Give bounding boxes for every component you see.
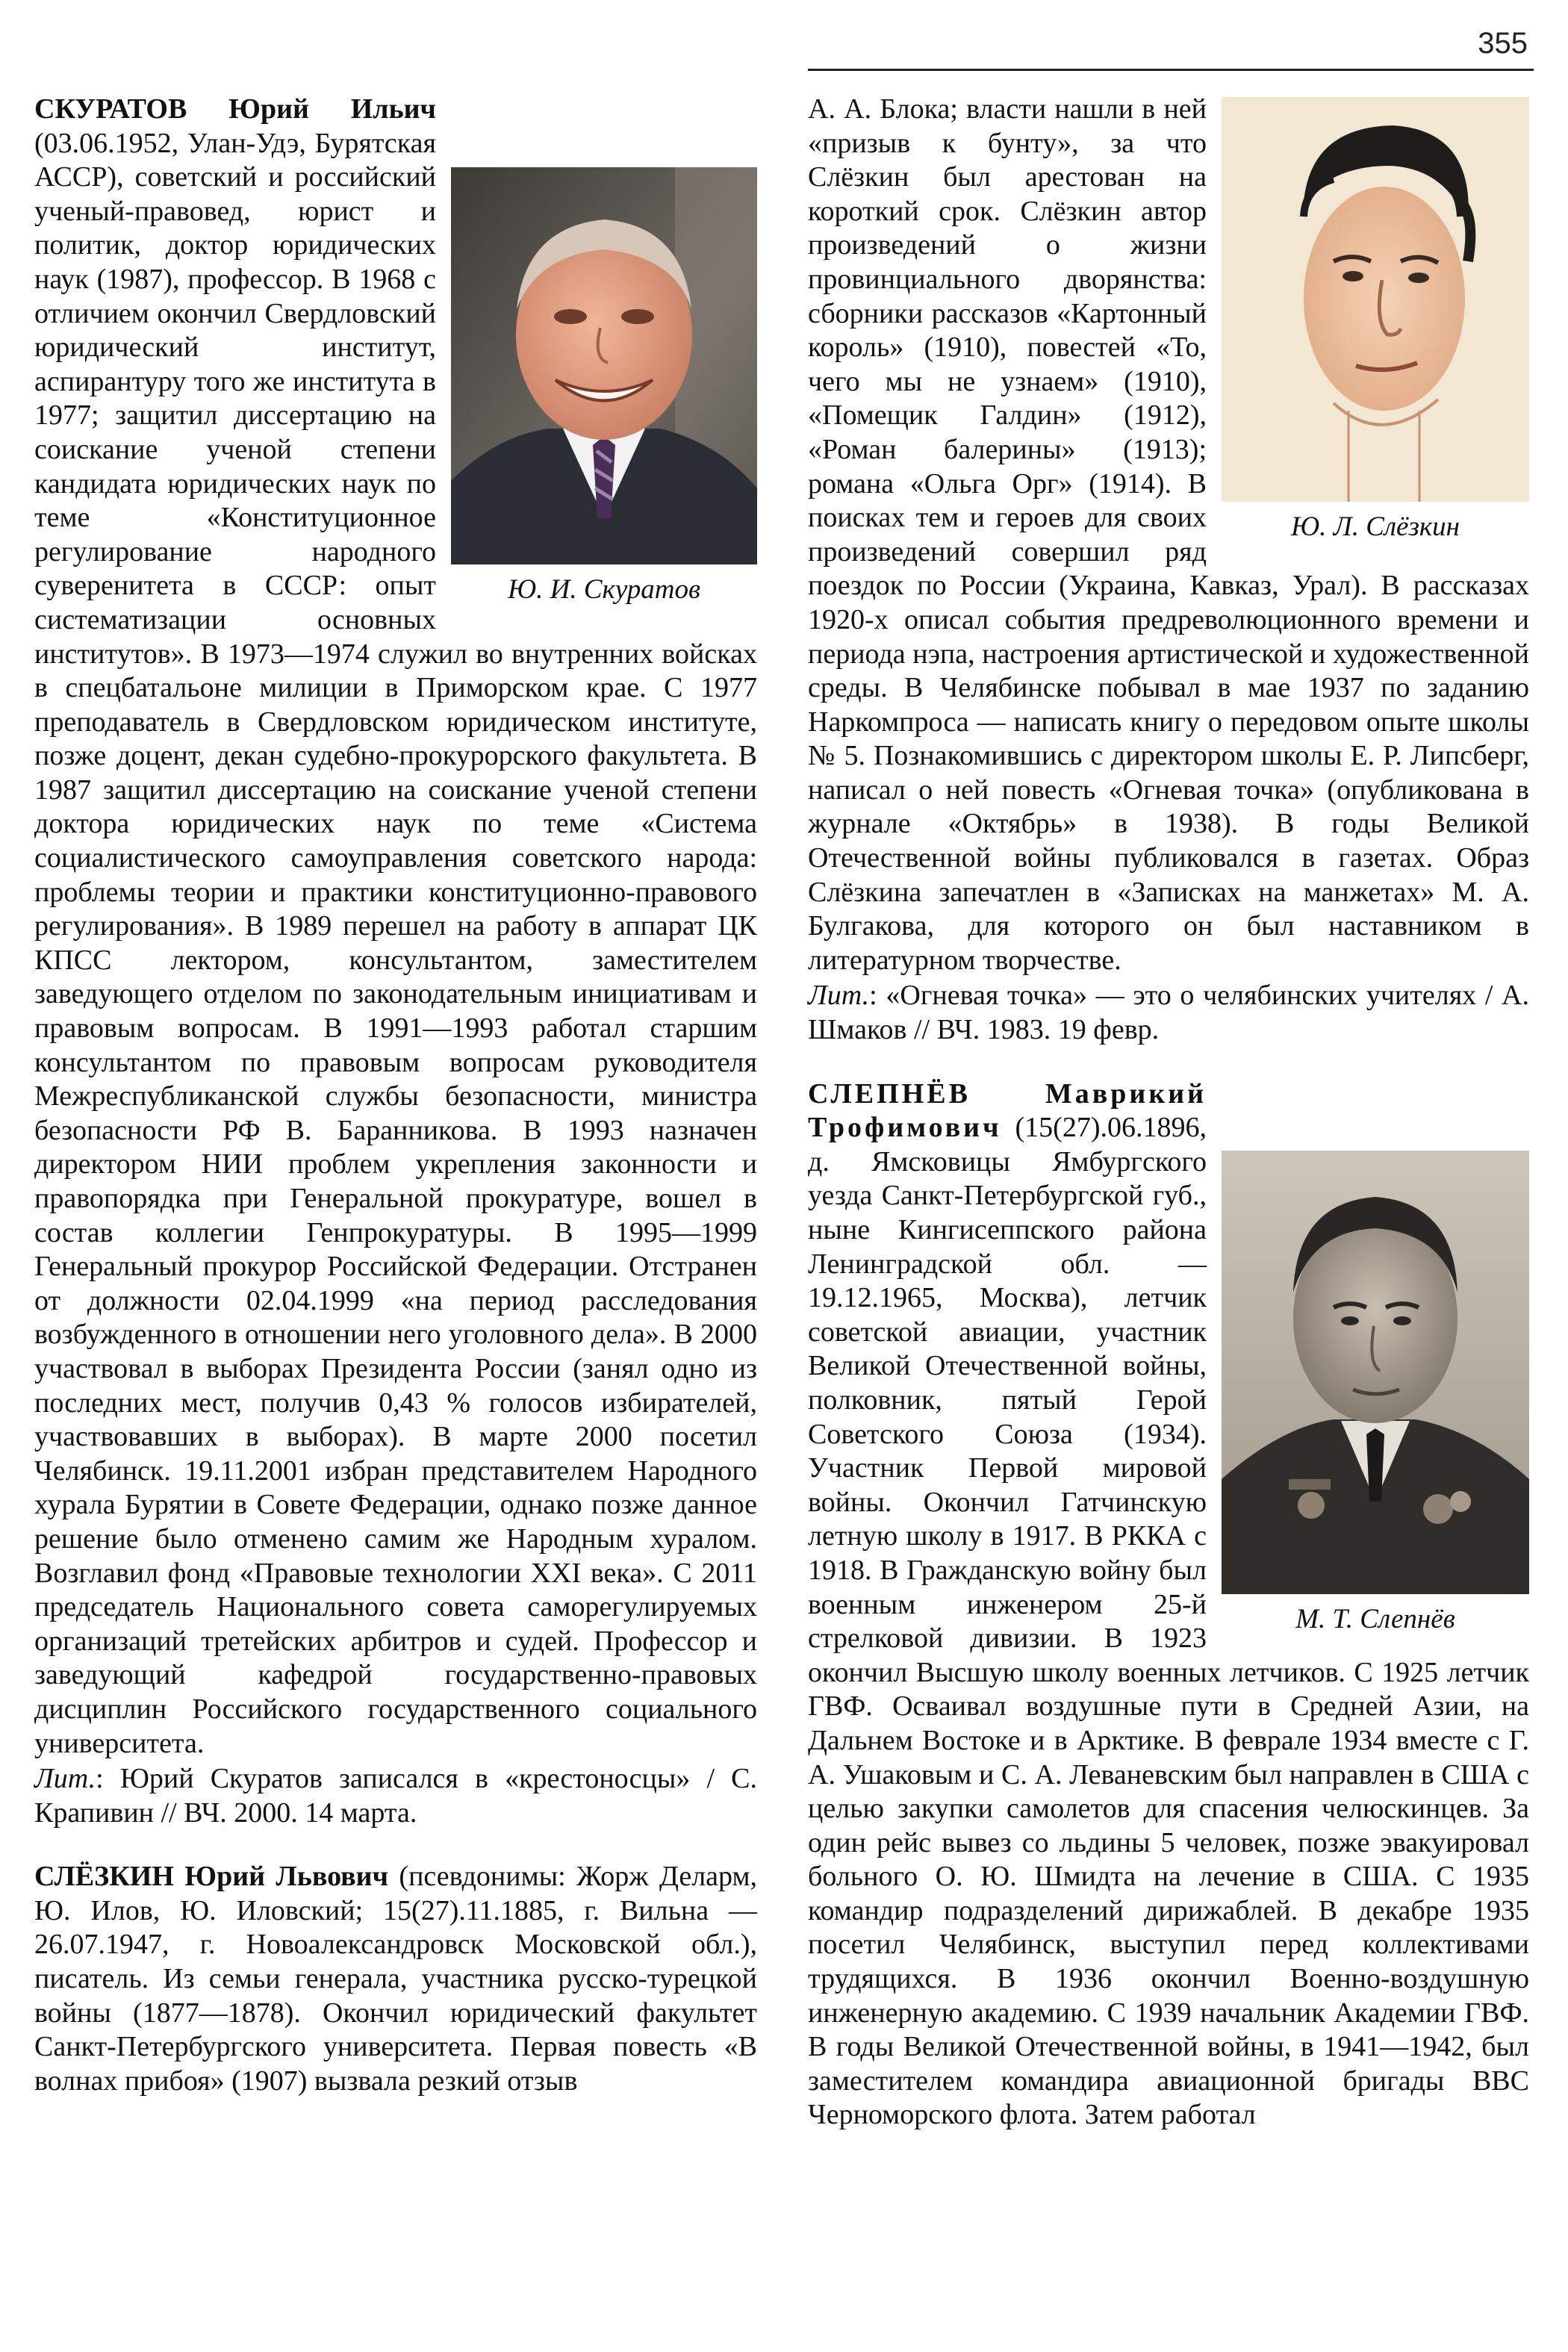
caption-slezkin: Ю. Л. Слёзкин <box>1290 511 1460 542</box>
figure-slepnev <box>1222 1151 1529 1636</box>
portrait-slepnev-photo <box>1222 1151 1529 1594</box>
body-skuratov: (03.06.1952, Улан-Удэ, Бурятская АССР), советский и российский ученый-правовед, юрист и политик, доктор юридических наук (1987), профессор. В 1968 с отличием окончил Свердловский юридический институт, аспирантуру того же института в 1977; защитил диссертацию на соискание ученой степени кандидата юридических наук по теме «Конституционное регулирование народного суверенитета в СССР: опыт систематизации основных институтов». В 1973—1974 служил во внутренних войсках в спецбатальоне милиции в Приморском крае. С 1977 преподаватель в Свердловском юридическом институте, позже доцент, декан судебно-прокурорского факультета. В 1987 защитил диссертацию на соискание ученой степени доктора юридических наук по теме «Система социалистического самоуправления советского народа: проблемы теории и практики конституционно-правового регулирования». В 1989 перешел на работу в аппарат ЦК КПСС лектором, консультантом, заместителем заведующего отделом по законодательным инициативам и правовым вопросам. В 1991—1993 работал старшим консультантом по правовым вопросам руководителя Межреспубликанской службы безопасности, министра безопасности РФ В. Баранникова. В 1993 назначен директором НИИ проблем укрепления законности и правопорядка при Генеральной прокуратуре, вошел в состав коллегии Генпрокуратуры. В 1995—1999 Генеральный прокурор Российской Федерации. Отстранен от должности 02.04.1999 «на период расследования возбужденного в отношении него уголовного дела». В 2000 участвовал в выборах Президента России (занял одно из последних мест, получив 0,43 % голосов избирателей, участвовавших в выборах). В марте 2000 посетил Челябинск. 19.11.2001 избран представителем Народного хурала Бурятии в Совете Федерации, однако позже данное решение было отменено самим же Народным хуралом. Возглавил фонд «Правовые технологии XXI века». С 2011 председатель Национального совета саморегулируемых организаций третейских арбитров и судей. Профессор и заведующий кафедрой государственно-правовых дисциплин Российского государственного социального университета. <box>34 127 757 1759</box>
entry-skuratov <box>34 93 757 1830</box>
body-slezkin-part1: (псевдонимы: Жорж Деларм, Ю. Илов, Ю. Иловский; 15(27).11.1885, г. Вильна — 26.07.1947, г. Новоалександровск Московской обл.), писатель. Из семьи генерала, участника русско-турецкой войны (1877—1878). Окончил юридический факультет Санкт-Петербургского университета. Первая повесть «В волнах прибоя» (1907) вызвала резкий отзыв <box>34 1861 757 2097</box>
caption-skuratov: Ю. И. Скуратов <box>507 574 701 605</box>
right-column <box>808 93 1529 2162</box>
lit-text-skuratov: : Юрий Скуратов записался в «крестоносцы» / С. Крапивин // ВЧ. 2000. 14 марта. <box>34 1763 757 1829</box>
caption-slepnev: М. Т. Слепнёв <box>1295 1603 1455 1634</box>
lit-label-skuratov: Лит. <box>34 1763 96 1795</box>
headword-skuratov: СКУРАТОВ Юрий Ильич <box>34 93 436 125</box>
page-number: 355 <box>1478 27 1528 60</box>
header-rule <box>808 69 1534 71</box>
portrait-slezkin-drawing <box>1222 97 1529 502</box>
body-slepnev: (15(27).06.1896, д. Ямсковицы Ямбургского уезда Санкт-Петербургской губ., ныне Кингисеппского района Ленинградской обл. — 19.12.1965, Москва), летчик советской авиации, участник Великой Отечественной войны, полковник, пятый Герой Советского Союза (1934). Участник Первой мировой войны. Окончил Гатчинскую летную школу в 1917. В РККА с 1918. В Гражданскую войну был военным инженером 25-й стрелковой дивизии. В 1923 окончил Высшую школу военных летчиков. С 1925 летчик ГВФ. Осваивал воздушные пути в Средней Азии, на Дальнем Востоке и в Арктике. В феврале 1934 вместе с Г. А. Ушаковым и С. А. Леваневским был направлен в США с целью закупки самолетов для спасения челюскинцев. За один рейс вывез со льдины 5 человек, позже эвакуировал больного О. Ю. Шмидта на лечение в США. С 1935 командир подразделений дирижаблей. В декабре 1935 посетил Челябинск, выступил перед коллективами трудящихся. В 1936 окончил Военно-воздушную инженерную академию. С 1939 начальник Академии ГВФ. В годы Великой Отечественной войны, в 1941—1942, был заместителем командира авиационной бригады ВВС Черноморского флота. Затем работал <box>808 1112 1529 2131</box>
figure-skuratov <box>451 167 757 606</box>
entry-slepnev <box>808 1077 1529 2132</box>
lit-text-slezkin: : «Огневая точка» — это о челябинских учителях / А. Шмаков // ВЧ. 1983. 19 февр. <box>808 980 1529 1046</box>
headword-slezkin: СЛЁЗКИН Юрий Львович <box>34 1861 388 1893</box>
portrait-skuratov-photo <box>451 167 757 564</box>
lit-label-slezkin: Лит. <box>808 980 870 1012</box>
entry-slezkin-start <box>34 1860 757 2098</box>
entry-slezkin-continued <box>808 93 1529 1048</box>
body-slezkin-part2: А. А. Блока; власти нашли в ней «призыв к бунту», за что Слёзкин был арестован на короткий срок. Слёзкин автор произведений о жизни провинциального дворянства: сборники рассказов «Картонный король» (1910), повестей «То, чего мы не узнаем» (1910), «Помещик Галдин» (1912), «Роман балерины» (1913); романа «Ольга Орг» (1914). В поисках тем и героев для своих произведений совершил ряд поездок по России (Украина, Кавказ, Урал). В рассказах 1920-х описал события предреволюционного времени и периода нэпа, настроения артистической и художественной среды. В Челябинске побывал в мае 1937 по заданию Наркомпроса — написать книгу о передовом опыте школы № 5. Познакомившись с директором школы Е. Р. Липсберг, написал о ней повесть «Огневая точка» (опубликована в журнале «Октябрь» в 1938). В годы Великой Отечественной войны публиковался в газетах. Образ Слёзкина запечатлен в «Записках на манжетах» М. А. Булгакова, для которого он был наставником в литературном творчестве. <box>808 93 1529 976</box>
left-column <box>34 93 757 2128</box>
figure-slezkin <box>1222 97 1529 544</box>
headword-slepnev: СЛЕПНЁВ Маврикий Трофимович <box>808 1077 1207 1144</box>
